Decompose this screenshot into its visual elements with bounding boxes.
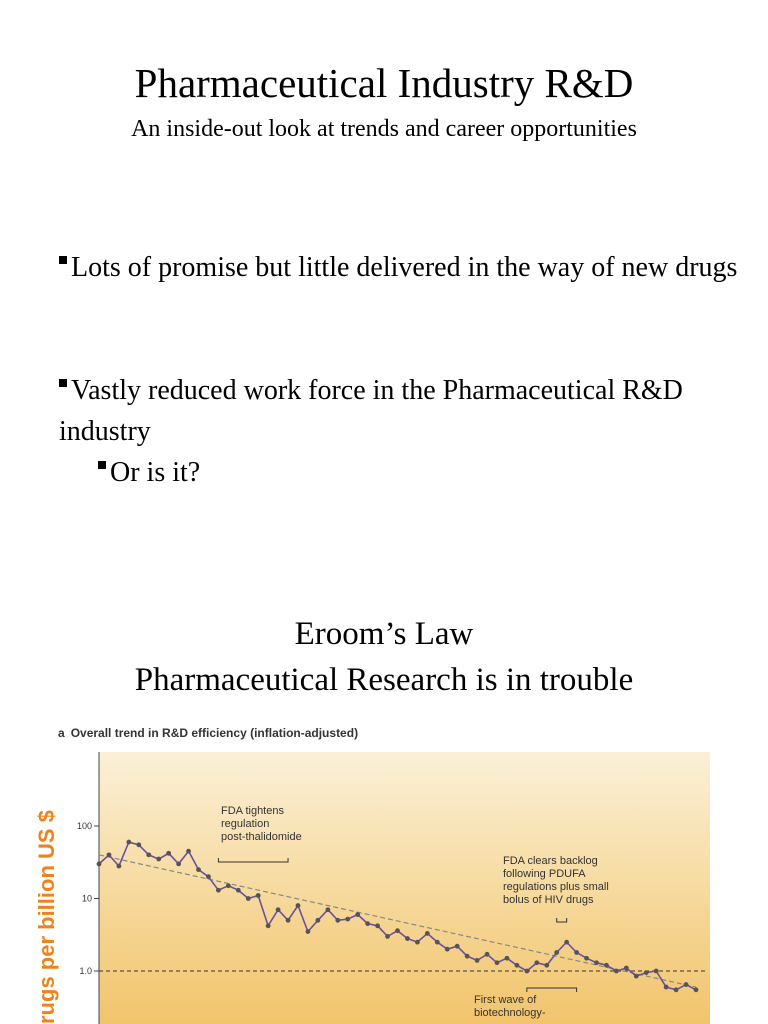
y-tick-label: 100 [76,821,92,831]
data-point [684,982,689,987]
figure-panel-letter: a [58,726,65,740]
annotation-text: FDA tightens regulation post-thalidomide [221,805,302,843]
annotation-text: FDA clears backlog following PDUFA regulations plus small bolus of HIV drugs [503,855,609,906]
data-point [654,969,659,974]
data-point [117,864,122,869]
data-point [564,940,569,945]
data-point [126,840,131,845]
annotation-text: First wave of biotechnology- [474,994,546,1019]
data-point [276,907,281,912]
data-point [236,888,241,893]
annotation-bracket [218,858,288,862]
data-point [554,950,559,955]
data-point [405,936,410,941]
data-point [136,842,141,847]
data-point [674,987,679,992]
data-point [485,952,490,957]
slide-subtitle: An inside-out look at trends and career opportunities [131,116,637,142]
data-point [634,974,639,979]
data-point [534,960,539,965]
data-point [515,963,520,968]
data-point [644,970,649,975]
data-point [226,883,231,888]
data-point [375,923,380,928]
bullet-text: Vastly reduced work force in the Pharmaceutical R&D industry [59,375,683,447]
data-point [495,960,500,965]
data-point [206,874,211,879]
data-point [186,849,191,854]
data-point [325,907,330,912]
data-point [415,940,420,945]
y-axis-label: rugs per billion US $ [34,810,59,1024]
y-tick-label: 1.0 [79,966,92,976]
data-point [614,969,619,974]
data-point [425,931,430,936]
data-point [624,966,629,971]
data-point [345,917,350,922]
data-point [316,918,321,923]
data-point [107,852,112,857]
data-point [395,928,400,933]
data-point [216,888,221,893]
data-point [196,867,201,872]
data-point [286,918,291,923]
data-point [544,963,549,968]
data-point [156,857,161,862]
data-point [445,947,450,952]
section-subtitle: Pharmaceutical Research is in trouble [134,662,634,698]
data-point [475,958,480,963]
data-point [97,862,102,867]
data-point [505,956,510,961]
data-point [335,918,340,923]
data-point [435,940,440,945]
data-point [455,944,460,949]
data-point [296,903,301,908]
data-point [385,934,390,939]
data-point [306,929,311,934]
data-point [594,960,599,965]
data-point [146,852,151,857]
data-point [604,963,609,968]
section-title: Eroom’s Law [294,616,474,652]
data-point [584,956,589,961]
data-point [166,851,171,856]
data-point [355,912,360,917]
data-point [465,954,470,959]
data-point [176,862,181,867]
data-point [524,969,529,974]
chart-title: Overall trend in R&D efficiency (inflation-adjusted) [70,726,359,740]
bullet-text: Or is it? [110,457,201,488]
data-point [365,921,370,926]
data-point [256,893,261,898]
data-point [694,987,699,992]
data-point [246,896,251,901]
bullet-text: Lots of promise but little delivered in the way of new drugs [71,252,738,283]
data-point [574,950,579,955]
annotation-bracket [527,988,577,992]
annotation-bracket [557,918,567,922]
data-point [664,985,669,990]
slide-title: Pharmaceutical Industry R&D [134,60,634,106]
y-tick-label: 10 [81,893,92,904]
data-point [266,923,271,928]
